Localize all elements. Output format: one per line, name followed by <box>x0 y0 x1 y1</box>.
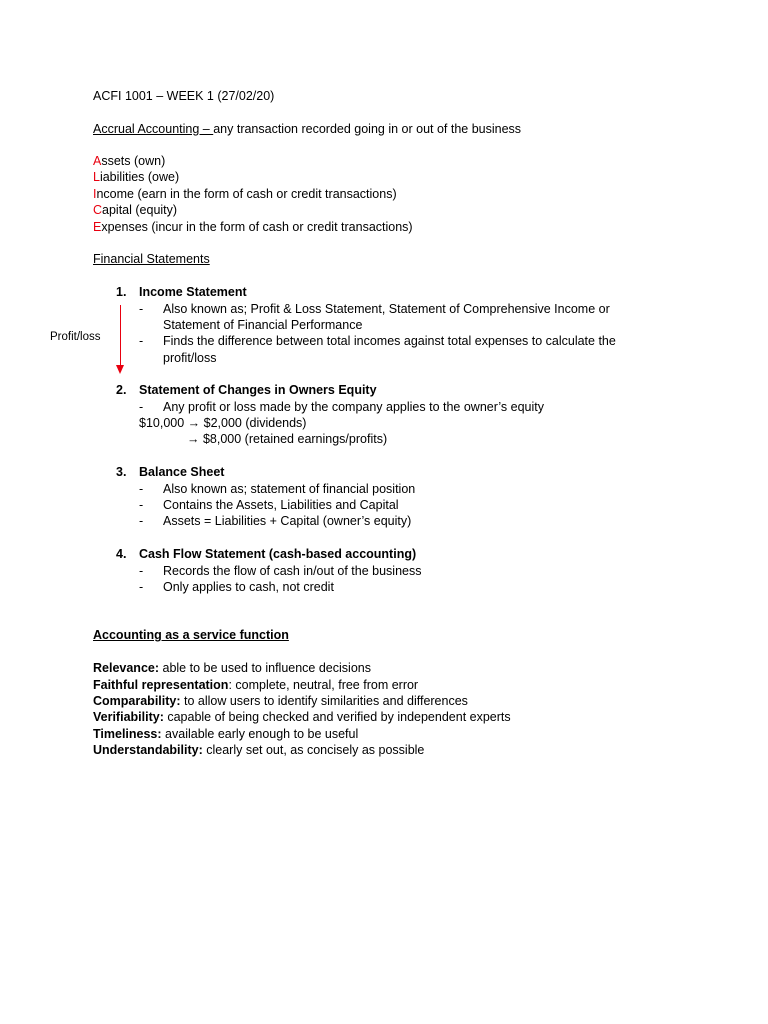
statement-3-bullet: Assets = Liabilities + Capital (owner’s equity) <box>163 514 412 528</box>
qualitative-term-understandability <box>93 742 424 758</box>
term-label: Faithful representation <box>93 678 229 692</box>
arrow-down-icon <box>116 365 124 374</box>
alice-letter: E <box>93 220 102 234</box>
term-definition: to allow users to identify similarities and differences <box>180 694 468 708</box>
term-definition: able to be used to influence decisions <box>159 661 371 675</box>
alice-letter: I <box>93 187 97 201</box>
alice-text: iabilities (owe) <box>99 170 180 184</box>
profit-loss-arrow-line <box>120 305 121 365</box>
term-definition: : complete, neutral, free from error <box>228 678 419 692</box>
alice-item-capital <box>93 202 177 218</box>
alice-letter: L <box>93 170 100 184</box>
statement-3-title: Balance Sheet <box>139 465 225 479</box>
qualitative-term-verifiability <box>93 709 511 725</box>
statement-1-bullet: Statement of Financial Performance <box>163 318 363 332</box>
term-definition: capable of being checked and verified by independent experts <box>163 710 511 724</box>
bullet-dash: - <box>139 498 144 512</box>
statement-4-bullet: Records the flow of cash in/out of the business <box>163 564 422 578</box>
statement-1-number: 1. <box>116 285 127 299</box>
accrual-accounting-line <box>93 121 521 137</box>
qualitative-term-relevance <box>93 660 371 676</box>
alice-item-expenses <box>93 219 413 235</box>
bullet-dash: - <box>139 482 144 496</box>
qualitative-term-faithful-representation <box>93 677 418 693</box>
term-label: Understandability: <box>93 743 203 757</box>
bullet-dash: - <box>139 302 144 316</box>
term-label: Timeliness: <box>93 727 162 741</box>
statement-2-title: Statement of Changes in Owners Equity <box>139 383 377 397</box>
alice-text: xpenses (incur in the form of cash or credit transactions) <box>101 220 413 234</box>
bullet-dash: - <box>139 334 144 348</box>
bullet-dash: - <box>139 580 144 594</box>
statement-2-number: 2. <box>116 383 127 397</box>
bullet-dash: - <box>139 514 144 528</box>
statement-3-bullet: Contains the Assets, Liabilities and Capital <box>163 498 399 512</box>
accrual-accounting-title: Accrual Accounting – <box>93 122 214 136</box>
alice-item-liabilities <box>93 169 179 185</box>
alice-text: ssets (own) <box>101 154 166 168</box>
statement-1-bullet: profit/loss <box>163 351 217 365</box>
statement-2-example-line-2: → $8,000 (retained earnings/profits) <box>187 432 388 446</box>
alice-text: apital (equity) <box>102 203 178 217</box>
document-header: ACFI 1001 – WEEK 1 (27/02/20) <box>93 89 275 103</box>
statement-1-title: Income Statement <box>139 285 247 299</box>
term-definition: clearly set out, as concisely as possible <box>202 743 425 757</box>
statement-1-bullet: Finds the difference between total incomes against total expenses to calculate the <box>163 334 616 348</box>
bullet-dash: - <box>139 564 144 578</box>
alice-letter: C <box>93 203 103 217</box>
alice-text: ncome (earn in the form of cash or credit transactions) <box>96 187 397 201</box>
alice-item-assets <box>93 153 165 169</box>
statement-4-title: Cash Flow Statement (cash-based accounting) <box>139 547 417 561</box>
term-definition: available early enough to be useful <box>161 727 359 741</box>
term-label: Relevance: <box>93 661 160 675</box>
term-label: Comparability: <box>93 694 181 708</box>
qualitative-term-comparability <box>93 693 468 709</box>
statement-3-bullet: Also known as; statement of financial position <box>163 482 416 496</box>
statement-1-bullet: Also known as; Profit & Loss Statement, Statement of Comprehensive Income or <box>163 302 610 316</box>
statement-3-number: 3. <box>116 465 127 479</box>
alice-letter: A <box>93 154 102 168</box>
profit-loss-label: Profit/loss <box>50 331 101 343</box>
term-label: Verifiability: <box>93 710 164 724</box>
alice-item-income <box>93 186 397 202</box>
statement-4-bullet: Only applies to cash, not credit <box>163 580 334 594</box>
statement-4-number: 4. <box>116 547 127 561</box>
qualitative-term-timeliness <box>93 726 358 742</box>
statement-2-bullet: Any profit or loss made by the company applies to the owner’s equity <box>163 400 544 414</box>
statement-2-example-line-1: $10,000 → $2,000 (dividends) <box>139 416 307 430</box>
service-function-heading: Accounting as a service function <box>93 628 289 642</box>
accrual-accounting-definition: any transaction recorded going in or out of the business <box>213 122 522 136</box>
financial-statements-heading: Financial Statements <box>93 252 210 266</box>
bullet-dash: - <box>139 400 144 414</box>
